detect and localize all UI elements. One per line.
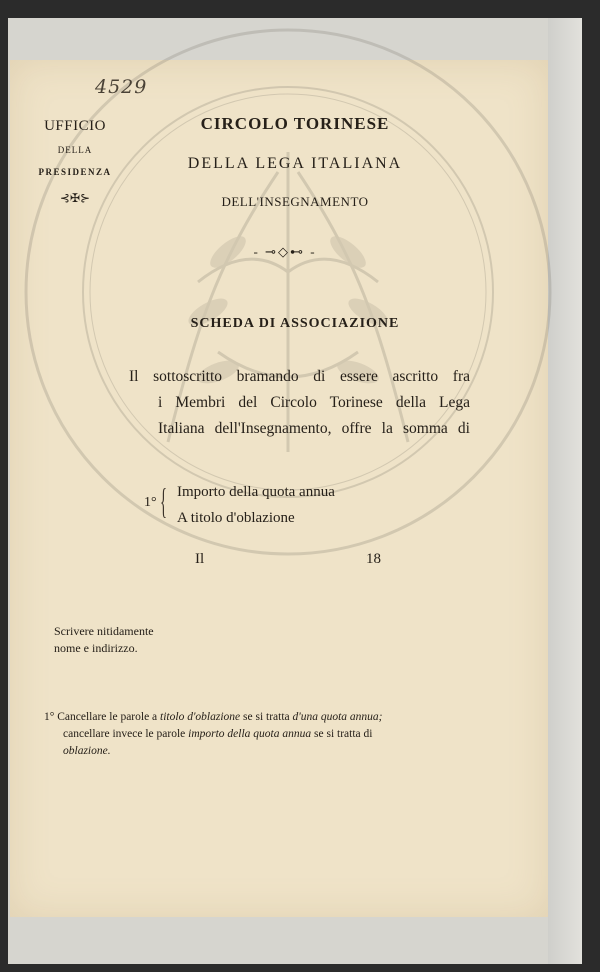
- footnote-emphasis: oblazione.: [63, 745, 111, 757]
- intro-line: i Membri del Circolo Torinese della Lega: [158, 394, 470, 411]
- footnote-text: se si tratta di: [314, 728, 373, 740]
- footnote-text: Cancellare le parole a: [57, 711, 158, 723]
- option-annual-fee[interactable]: Importo della quota annua: [177, 484, 335, 500]
- date-prefix: Il: [195, 551, 205, 567]
- footnote-line: [63, 745, 111, 757]
- archive-number-value: 4529: [95, 76, 148, 98]
- footnote-marker: 1°: [44, 711, 55, 723]
- footnote-text: cancellare invece le parole: [63, 728, 186, 740]
- form-title: SCHEDA DI ASSOCIAZIONE: [190, 316, 400, 331]
- footnote-emphasis: titolo d'oblazione: [160, 711, 241, 723]
- league-heading: DELLA LEGA ITALIANA: [187, 155, 403, 172]
- footnote-line: [44, 711, 383, 723]
- presidency-label: PRESIDENZA: [38, 167, 112, 177]
- option-brace: {: [160, 481, 167, 521]
- archive-number: [95, 76, 147, 98]
- watermark-seal: [18, 22, 558, 562]
- office-of-label: DELLA: [57, 145, 93, 155]
- option-donation[interactable]: A titolo d'oblazione: [177, 510, 295, 526]
- circle-name-heading: CIRCOLO TORINESE: [200, 114, 390, 133]
- instruction-line: nome e indirizzo.: [54, 641, 138, 655]
- intro-line: Il sottoscritto bramando di essere ascritto fra: [129, 368, 470, 385]
- office-label: UFFICIO: [44, 118, 106, 134]
- intro-line: Italiana dell'Insegnamento, offre la somma di: [158, 420, 470, 437]
- ornament-icon: ⊰✠⊱: [59, 191, 91, 205]
- year-prefix: 18: [366, 551, 381, 567]
- footnote-line: [63, 728, 372, 740]
- option-footnote-marker: 1°: [144, 495, 157, 510]
- divider-ornament-icon: - ⊸◇⊷ -: [253, 244, 317, 259]
- footnote-emphasis: importo della quota annua: [188, 728, 312, 740]
- instruction-line: Scrivere nitidamente: [54, 624, 154, 638]
- footnote-emphasis: d'una quota annua;: [292, 711, 383, 723]
- teaching-heading: DELL'INSEGNAMENTO: [221, 194, 369, 209]
- footnote-text: se si tratta: [243, 711, 290, 723]
